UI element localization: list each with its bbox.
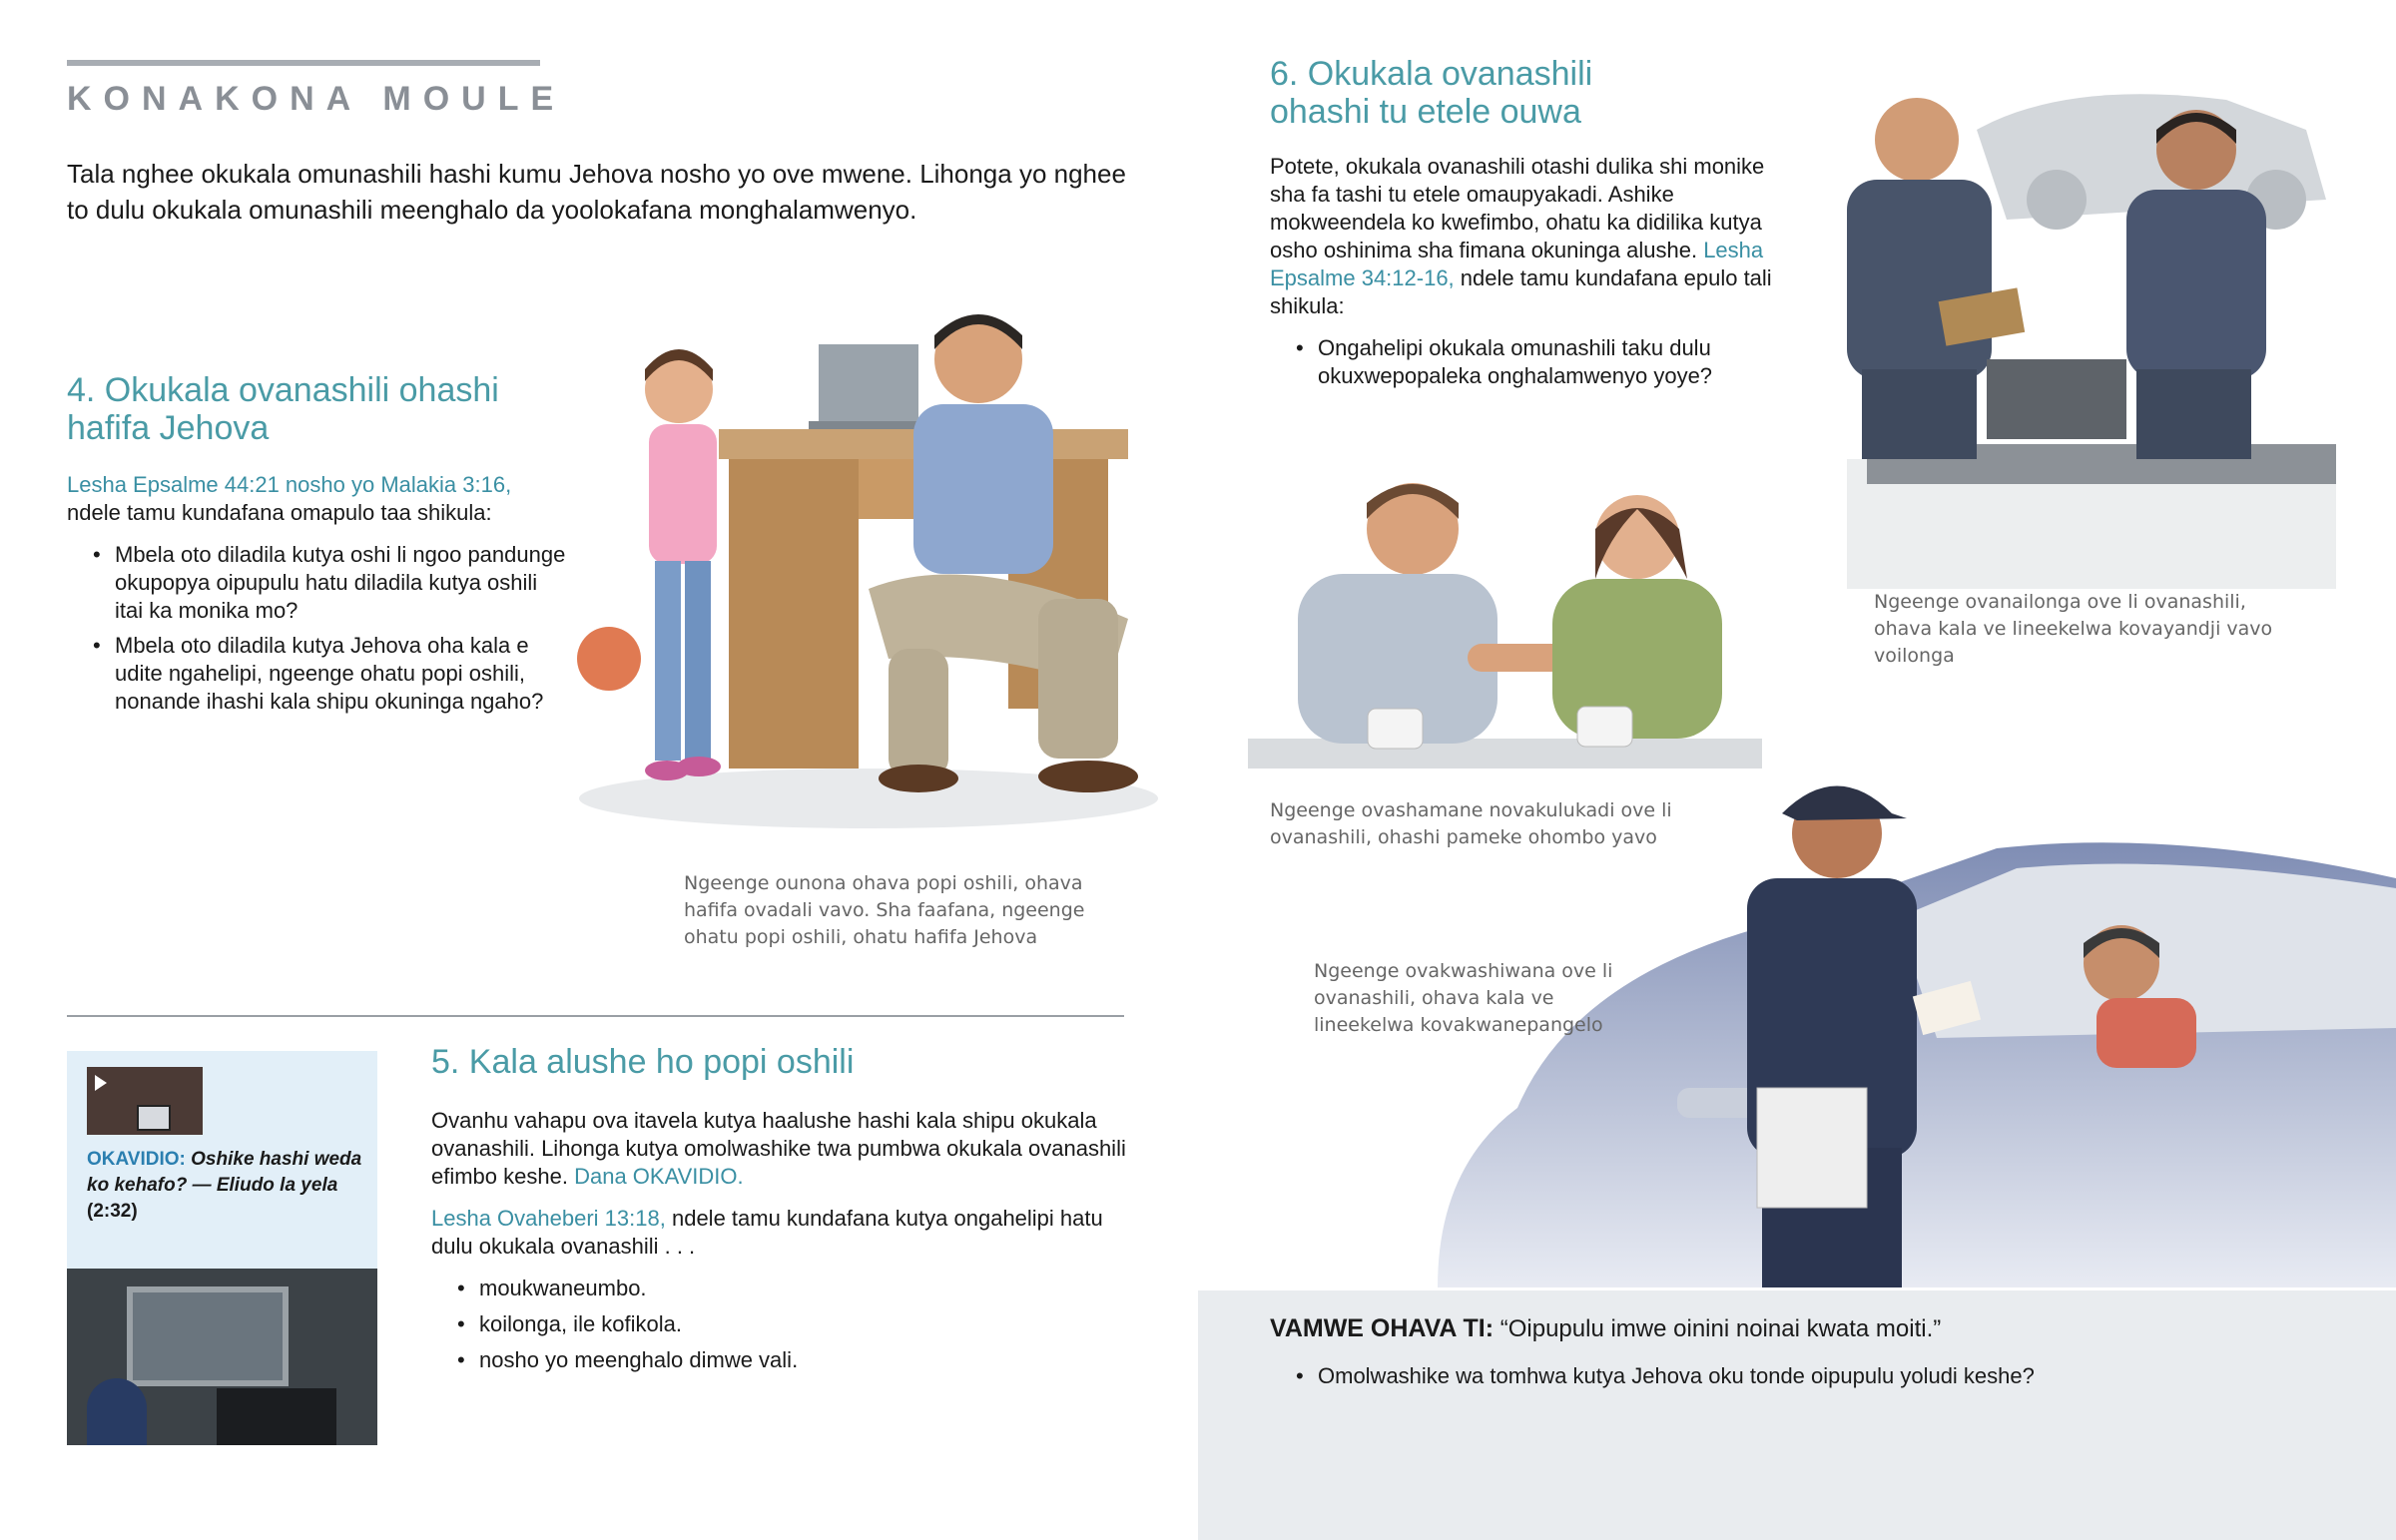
section-6: [1270, 55, 1779, 390]
section-5-list-item: • koilonga, ile kofikola.: [455, 1310, 1130, 1338]
section-6-scripture-link[interactable]: Lesha Epsalme 34:12-16,: [1270, 238, 1764, 290]
section-6-questions: [1270, 334, 1779, 390]
section-4-questions: [67, 541, 570, 716]
section-6-title: 6. Okukala ovanashili ohashi tu etele ouwa: [1270, 55, 1593, 131]
citizens-caption: Ngeenge ovakwashiwana ove li ovanashili, ohava kala ve lineekelwa kovakwanepangelo: [1314, 960, 1613, 1036]
some-say-quote: “Oipupulu imwe oinini noinai kwata moiti.”: [1499, 1315, 1942, 1342]
section-4-caption: Ngeenge ounona ohava popi oshili, ohava hafifa ovadali vavo. Sha faafana, ngeenge ohatu popi oshili, ohatu hafifa Jehova: [684, 872, 1085, 948]
section-5-paragraph: Ovanhu vahapu ova itavela kutya haalushe hashi kala shipu okukala ovanashili. Lihonga kutya omolwashike twa pumbwa okukala ovanashili efimbo keshe.: [431, 1108, 1126, 1189]
some-say-question: • Omolwashike wa tomhwa kutya Jehova oku tonde oipupulu yoludi keshe?: [1294, 1362, 2292, 1390]
video-box[interactable]: [67, 1051, 377, 1445]
video-title[interactable]: Oshike hashi weda ko kehafo? — Eliudo la yela: [87, 1149, 362, 1196]
section-4-instruction: ndele tamu kundafana omapulo taa shikula:: [67, 500, 492, 525]
video-duration: (2:32): [87, 1201, 138, 1222]
kicker-title: KONAKONA MOULE: [67, 80, 566, 118]
kicker-rule: [67, 60, 540, 66]
section-4-question: • Mbela oto diladila kutya oshi li ngoo pandunge okupopya oipupulu hatu diladila kutya oshili itai ka monika mo?: [91, 541, 570, 625]
section-4-scripture-link[interactable]: Lesha Epsalme 44:21 nosho yo Malakia 3:16,: [67, 472, 512, 497]
couple-illustration: [1248, 469, 1762, 769]
section-5-list-item: • nosho yo meenghalo dimwe vali.: [455, 1346, 1130, 1374]
some-say-panel: [1198, 1290, 2396, 1540]
section-5-list: [431, 1275, 1130, 1374]
intro-text: Tala nghee okukala omunashili hashi kumu Jehova nosho yo ove mwene. Lihonga yo nghee to dulu okukala omunashili meenghalo da yoolokafana monghalamwenyo.: [67, 159, 1126, 225]
section-4-title: 4. Okukala ovanashili ohashi hafifa Jehova: [67, 371, 499, 447]
section-6-instruction: ndele tamu kundafana epulo tali shikula:: [1270, 265, 1772, 318]
section-6-paragraph: Potete, okukala ovanashili otashi dulika shi monike sha fa tashi tu etele omaupyakadi. Ashike mokweendela ko kwefimbo, ohatu ka didilika kutya osho oshinima sha fimana okuninga alushe.: [1270, 154, 1765, 262]
video-still-image: [67, 1269, 377, 1445]
child-father-illustration: [569, 299, 1168, 838]
section-5-title: 5. Kala alushe ho popi oshili: [431, 1043, 855, 1081]
section-4-question: • Mbela oto diladila kutya Jehova oha kala e udite ngahelipi, ngeenge ohatu popi oshili, nonande ihashi kala shipu okuninga ngaho?: [91, 632, 570, 716]
mechanics-illustration: [1807, 70, 2336, 589]
video-thumbnail[interactable]: [87, 1067, 203, 1135]
section-4: [67, 371, 566, 723]
workers-caption: Ngeenge ovanailonga ove li ovanashili, ohava kala ve lineekelwa kovayandji vavo voilonga: [1874, 591, 2273, 667]
section-6-question: • Ongahelipi okukala omunashili taku dulu okuxwepopaleka onghalamwenyo yoye?: [1294, 334, 1779, 390]
watch-video-link[interactable]: Dana OKAVIDIO.: [574, 1164, 744, 1189]
couple-caption: Ngeenge ovashamane novakulukadi ove li ovanashili, ohashi pameke ohombo yavo: [1270, 799, 1672, 848]
section-5-scripture-link[interactable]: Lesha Ovaheberi 13:18,: [431, 1206, 666, 1231]
play-icon[interactable]: [95, 1075, 107, 1091]
section-5: [431, 1043, 1130, 1374]
some-say-label: VAMWE OHAVA TI:: [1270, 1314, 1495, 1342]
video-label: OKAVIDIO:: [87, 1149, 186, 1170]
some-say-questions: [1294, 1362, 2292, 1390]
section-divider: [67, 1015, 1124, 1017]
section-5-instruction: ndele tamu kundafana kutya ongahelipi hatu dulu okukala ovanashili . . .: [431, 1206, 1103, 1259]
section-5-list-item: • moukwaneumbo.: [455, 1275, 1130, 1302]
